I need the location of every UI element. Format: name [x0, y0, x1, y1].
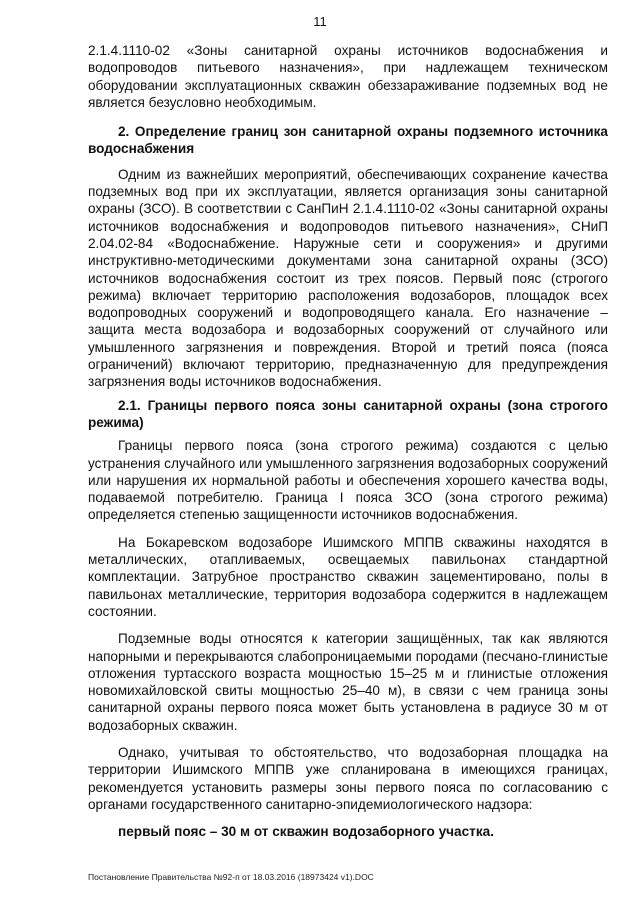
paragraph-bokarevsky-intake: На Бокаревском водозаборе Ишимского МППВ скважины находятся в металлических, отапливаемых, освещаемых павильонах стандартной комплектации. Затрубное пространство скважин зацементировано, полы в павильонах металлические, территория водозабора содержится в надлежащем состоянии. [88, 534, 608, 619]
subsection-heading-2-1: 2.1. Границы первого пояса зоны санитарной охраны (зона строгого режима) [88, 397, 608, 430]
page-number: 11 [313, 14, 327, 29]
paragraph-recommendation: Однако, учитывая то обстоятельство, что водозаборная площадка на территории Ишимского МППВ уже спланирована в имеющихся границах, рекомендуется установить размеры зоны первого пояса по согласованию с органами государственного санитарно-эпидемиологического надзора: [88, 744, 608, 812]
paragraph-conclusion: первый пояс – 30 м от скважин водозаборного участка. [118, 824, 494, 840]
paragraph-protected-groundwater: Подземные воды относятся к категории защищённых, так как являются напорными и перекрываются слабопроницаемыми породами (песчано-глинистые отложения туртасского возраста мощностью 15–25 м и глинистые отложения новомихайловской свиты мощностью 25–40 м), в связи с чем граница зоны санитарной охраны первого пояса может быть установлена в радиусе 30 м от водозаборных скважин. [88, 631, 608, 733]
paragraph-continuation: 2.1.4.1110-02 «Зоны санитарной охраны источников водоснабжения и водопроводов питьевого назначения», при надлежащем техническом оборудовании эксплуатационных скважин обеззараживание подземных вод не является безусловно необходимым. [88, 43, 608, 110]
paragraph-zso-overview: Одним из важнейших мероприятий, обеспечивающих сохранение качества подземных вод при их эксплуатации, является организация зоны санитарной охраны (ЗСО). В соответствии с СанПиН 2.1.4.1110-02 «Зоны санитарной охраны источников водоснабжения и водопроводов питьевого назначения», СНиП 2.04.02-84 «Водоснабжение. Наружные сети и сооружения» и другими инструктивно-методическими документами зона санитарной охраны (ЗСО) источников водоснабжения состоит из трех поясов. Первый пояс (строгого режима) включает территорию расположения водозаборов, площадок всех водопроводных сооружений и водопроводящего канала. Его назначение – защита места водозабора и водозаборных сооружений от случайного или умышленного загрязнения и повреждения. Второй и третий пояса (пояса ограничений) включают территорию, предназначенную для предупреждения загрязнения воды источников водоснабжения. [88, 166, 608, 390]
document-footer: Постановление Правительства №92-п от 18.03.2016 (18973424 v1).DOC [88, 872, 374, 882]
section-heading-2: 2. Определение границ зон санитарной охраны подземного источника водоснабжения [88, 124, 608, 157]
paragraph-first-belt-purpose: Границы первого пояса (зона строгого режима) создаются с целью устранения случайного или умышленного загрязнения водозаборных сооружений или нарушения их нормальной работы и обеспечения хорошего качества воды, подаваемой потребителю. Граница I пояса ЗСО (зона строгого режима) определяется степенью защищенности источников водоснабжения. [88, 438, 608, 523]
document-body [88, 42, 608, 840]
